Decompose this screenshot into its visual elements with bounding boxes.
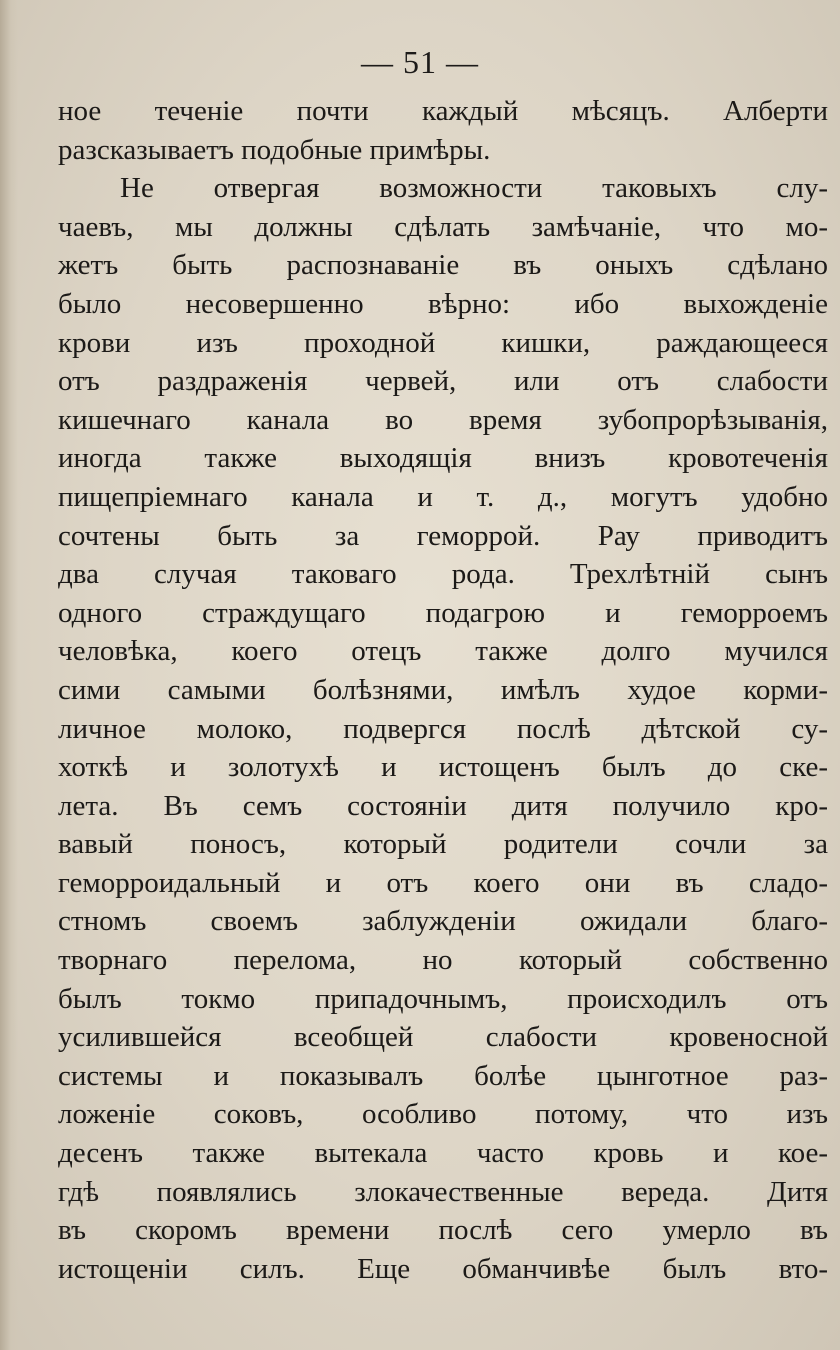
text-line: личное молоко, подвергся послѣ дѣтской су- xyxy=(58,712,828,745)
text-line: разсказываетъ подобные примѣры. xyxy=(58,133,491,166)
text-line: одного страждущаго подагрою и геморроемъ xyxy=(58,596,828,629)
text-line: иногда также выходящія внизъ кровотеченія xyxy=(58,442,828,475)
text-line: истощеніи силъ. Еще обманчивѣе былъ вто- xyxy=(58,1252,828,1285)
text-line: чаевъ, мы должны сдѣлать замѣчаніе, что мо- xyxy=(58,210,828,243)
text-line: жетъ быть распознаваніе въ оныхъ сдѣлано xyxy=(58,249,828,282)
text-line: кишечнаго канала во время зубопрорѣзыванія, xyxy=(58,403,828,436)
text-line: системы и показывалъ болѣе цынготное раз- xyxy=(58,1059,828,1092)
text-line: было несовершенно вѣрно: ибо выхожденіе xyxy=(58,287,828,320)
page-edge-shadow xyxy=(0,0,18,1350)
text-line: геморроидальный и отъ коего они въ сладо- xyxy=(58,866,828,899)
text-line: въ скоромъ времени послѣ сего умерло въ xyxy=(58,1214,828,1247)
text-line: творнаго перелома, но который собственно xyxy=(58,944,828,977)
text-line: сими самыми болѣзнями, имѣлъ худое корми- xyxy=(58,673,828,706)
text-line: человѣка, коего отецъ также долго мучился xyxy=(58,635,828,668)
text-line: хоткѣ и золотухѣ и истощенъ былъ до ске- xyxy=(58,751,828,784)
text-line: вавый поносъ, который родители сочли за xyxy=(58,828,828,861)
text-line: пищепріемнаго канала и т. д., могутъ удобно xyxy=(58,480,828,513)
text-line: гдѣ появлялись злокачественные вереда. Дитя xyxy=(58,1175,828,1208)
text-line: стномъ своемъ заблужденіи ожидали благо- xyxy=(58,905,828,938)
page-number: — 51 — xyxy=(361,44,479,80)
text-line: ное теченіе почти каждый мѣсяцъ. Алберти xyxy=(58,95,828,127)
text-line: два случая таковаго рода. Трехлѣтній сынъ xyxy=(58,558,828,591)
text-line: былъ токмо припадочнымъ, происходилъ отъ xyxy=(58,982,828,1015)
text-line: отъ раздраженія червей, или отъ слабости xyxy=(58,365,828,398)
text-line: крови изъ проходной кишки, раждающееся xyxy=(58,326,828,359)
text-line: лета. Въ семъ состояніи дитя получило кро- xyxy=(58,789,828,822)
text-line: усилившейся всеобщей слабости кровеносной xyxy=(58,1021,828,1054)
text-line: Не отвергая возможности таковыхъ слу- xyxy=(120,172,828,205)
body-text xyxy=(58,92,828,1288)
text-line: десенъ также вытекала часто кровь и кое- xyxy=(58,1137,828,1170)
text-line: ложеніе соковъ, особливо потому, что изъ xyxy=(58,1098,828,1131)
text-line: сочтены быть за геморрой. Рау приводитъ xyxy=(58,519,828,552)
